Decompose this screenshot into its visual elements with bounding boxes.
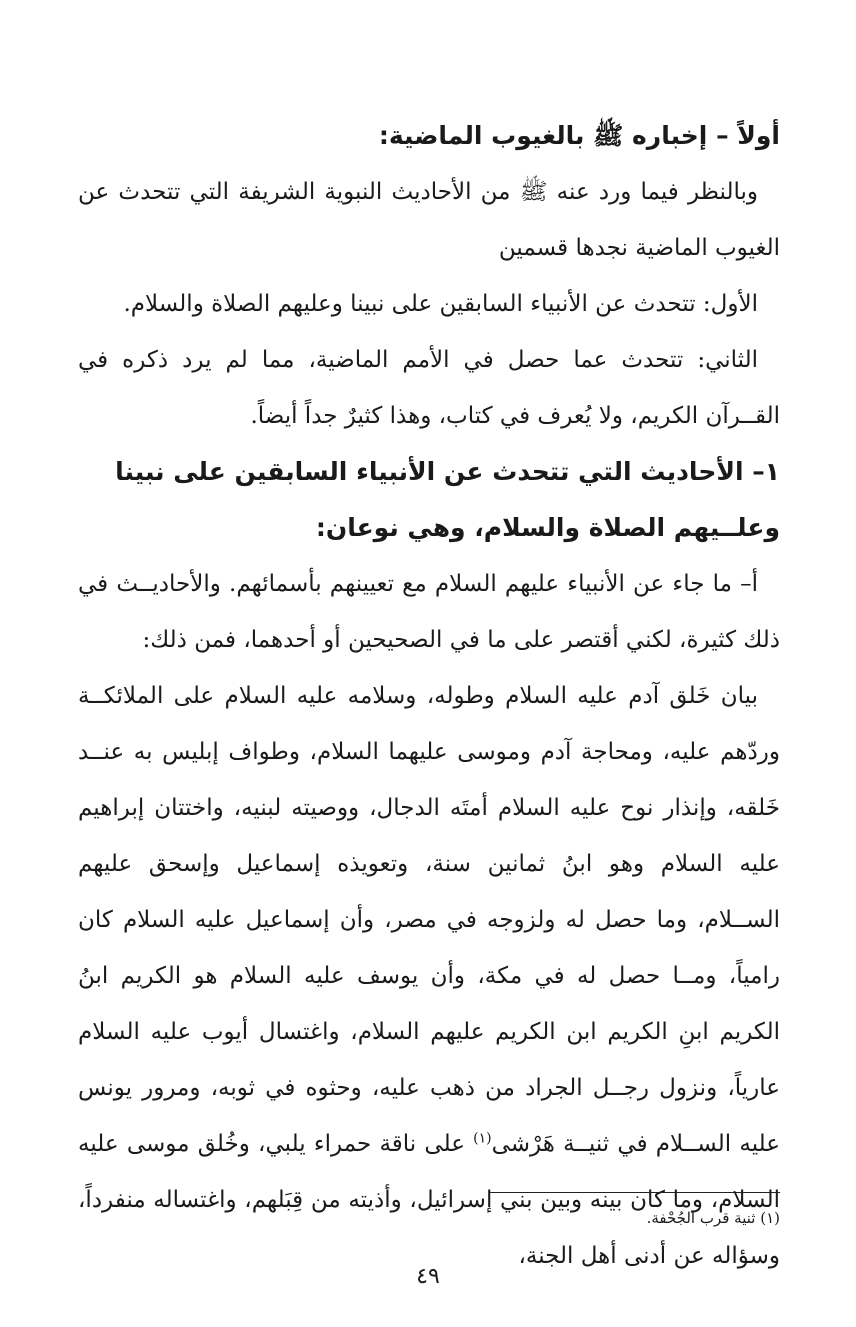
subsection-title: ١– الأحاديث التي تتحدث عن الأنبياء السابقين على نبينا وعلــيهم الصلاة والسلام، وهي نوعان:	[115, 457, 780, 542]
paragraph-named-prophets: أ– ما جاء عن الأنبياء عليهم السلام مع تعيينهم بأسمائهم. والأحاديــث في ذلك كثيرة، لكني أقتصر على ما في الصحيحين أو أحدهما، فمن ذلك:	[78, 571, 780, 653]
paragraph-second-type: الثاني: تتحدث عما حصل في الأمم الماضية، مما لم يرد ذكره في القــرآن الكريم، ولا يُعرف في كتاب، وهذا كثيرٌ جداً أيضاً.	[78, 347, 780, 429]
footnote-reference[interactable]: (١)	[473, 1130, 492, 1147]
page-body	[78, 108, 780, 1284]
examples-text-after: على ناقة حمراء يلبي، وخُلق موسى عليه السلام، وما كان بينه وبين بني إسرائيل، وأذيته من قِبَلهم، واغتساله منفرداً، وسؤاله عن أدنى أهل الجنة،	[78, 1131, 780, 1269]
footnote-divider	[490, 1192, 780, 1193]
examples-text-before: بيان خَلق آدم عليه السلام وطوله، وسلامه عليه السلام على الملائكــة وردّهم عليه، ومحاجة آدم وموسى عليهما السلام، وطواف إبليس به عنــد خَلقه، وإنذار نوح عليه السلام أمتَه الدجال، ووصيته لبنيه، واختتان إبراهيم عليه السلام وهو ابنُ ثمانين سنة، وتعويذه إسماعيل وإسحق عليهم الســلام، وما حصل له ولزوجه في مصر، وأن إسماعيل عليه السلام كان رامياً، ومــا حصل له في مكة، وأن يوسف عليه السلام هو الكريم ابنُ الكريم ابنِ الكريم ابن الكريم عليهم السلام، واغتسال أيوب عليه السلام عارياً، ونزول رجــل الجراد من ذهب عليه، وحثوه في ثوبه، ومرور يونس عليه الســلام في ثنيــة هَرْشى	[78, 683, 780, 1157]
page-number: ٤٩	[416, 1264, 440, 1289]
footnote: (١) ثنية قرب الجُحْفة.	[646, 1209, 780, 1227]
paragraph-intro: وبالنظر فيما ورد عنه ﷺ من الأحاديث النبوية الشريفة التي تتحدث عن الغيوب الماضية نجدها قسمين	[78, 179, 780, 261]
section-title: أولاً – إخباره ﷺ بالغيوب الماضية:	[378, 121, 780, 150]
paragraph-first-type: الأول: تتحدث عن الأنبياء السابقين على نبينا وعليهم الصلاة والسلام.	[123, 291, 758, 317]
